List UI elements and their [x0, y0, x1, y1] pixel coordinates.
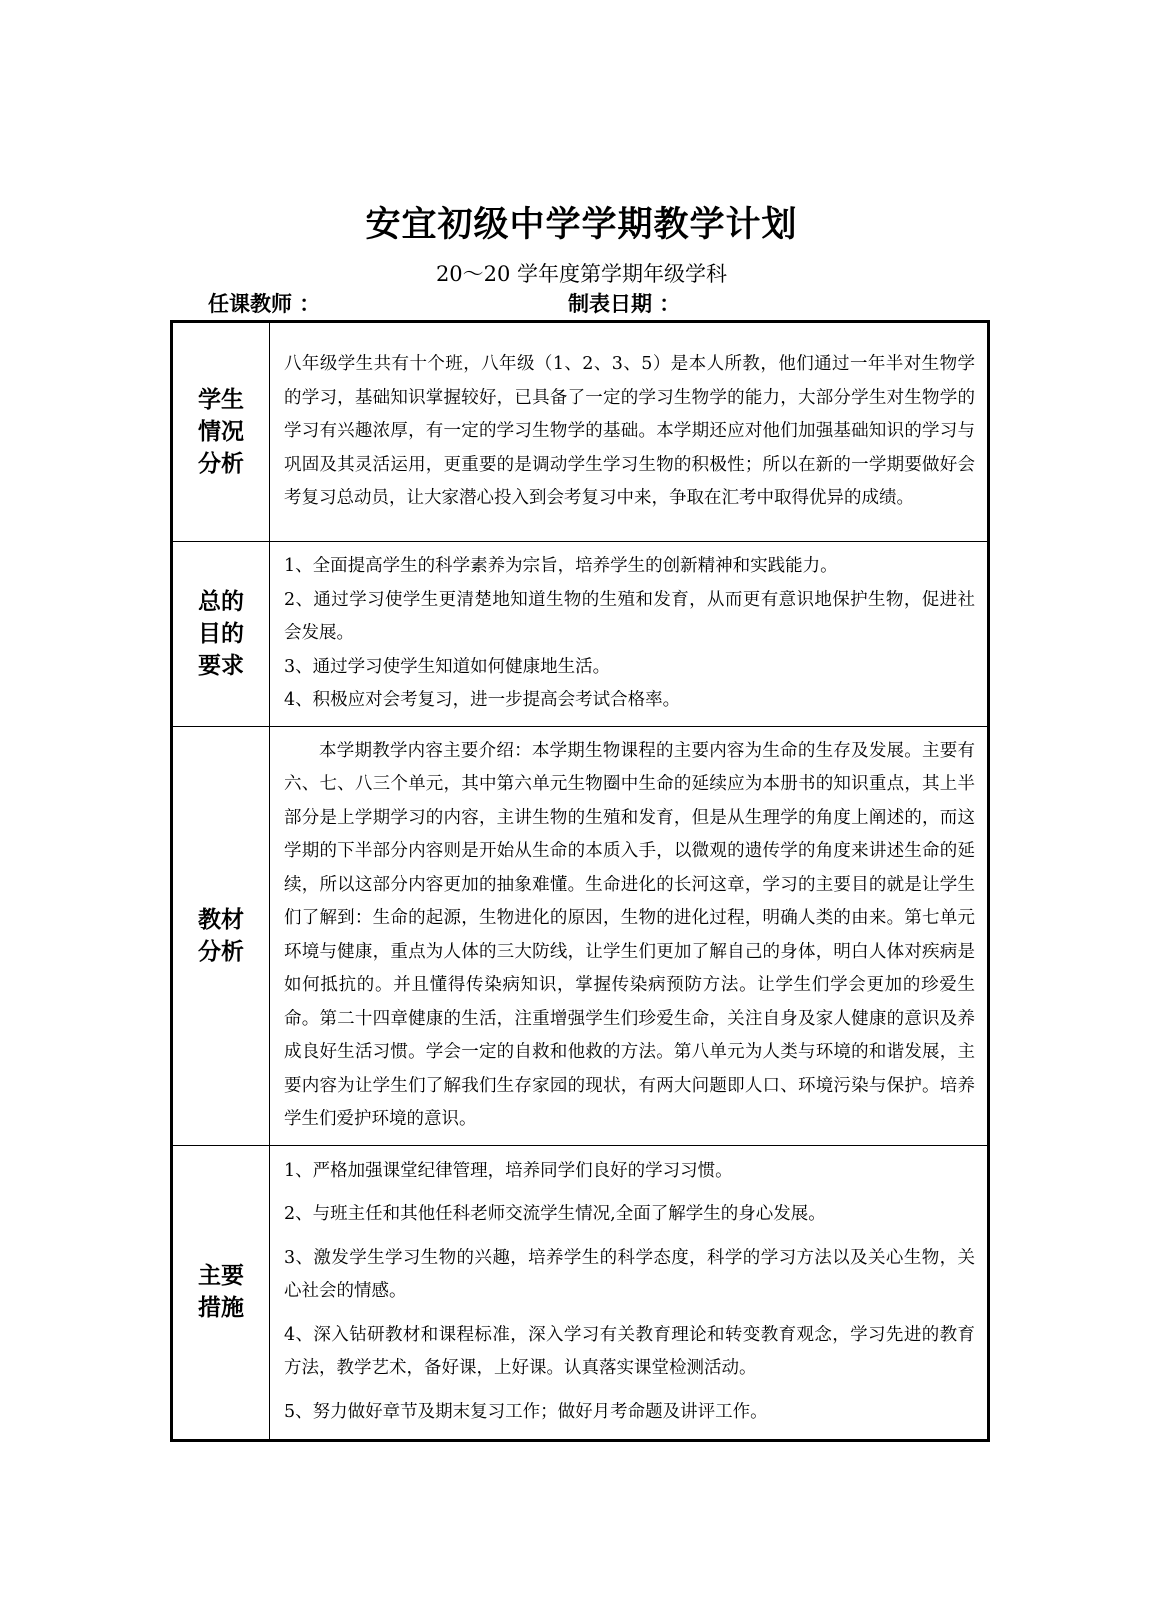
goal-item: 3、通过学习使学生知道如何健康地生活。 [284, 656, 611, 677]
row-student-analysis [172, 322, 989, 542]
label-measures: 主要 措施 [172, 1145, 270, 1440]
page-subtitle: 20～20 学年度第学期年级学科 [435, 262, 728, 286]
row-goals [172, 542, 989, 727]
row-textbook-analysis [172, 726, 989, 1145]
row-measures [172, 1145, 989, 1440]
measure-item: 4、深入钻研教材和课程标准，深入学习有关教育理论和转变教育观念，学习先进的教育方法，教学艺术，备好课，上好课。认真落实课堂检测活动。 [284, 1324, 975, 1379]
date-label: 制表日期 ： [568, 292, 681, 316]
measure-item: 3、激发学生学习生物的兴趣，培养学生的科学态度，科学的学习方法以及关心生物，关心社会的情感。 [284, 1247, 975, 1302]
measure-item: 2、与班主任和其他任科老师交流学生情况,全面了解学生的身心发展。 [284, 1204, 826, 1225]
content-textbook-analysis [270, 726, 989, 1145]
measure-item: 1、严格加强课堂纪律管理，培养同学们良好的学习习惯。 [284, 1160, 733, 1181]
content-student-analysis [270, 322, 989, 542]
textbook-analysis-text: 本学期教学内容主要介绍：本学期生物课程的主要内容为生命的生存及发展。主要有六、七、八三个单元，其中第六单元生物圈中生命的延续应为本册书的知识重点，其上半部分是上学期学习的内容，主讲生物的生殖和发育，但是从生理学的角度上阐述的，而这学期的下半部分内容则是开始从生命的本质入手，以微观的遗传学的角度来讲述生命的延续，所以这部分内容更加的抽象难懂。生命进化的长河这章，学习的主要目的就是让学生们了解到：生命的起源，生物进化的原因，生物的进化过程，明确人类的由来。第七单元环境与健康，重点为人体的三大防线，让学生们更加了解自己的身体，明白人体对疾病是如何抵抗的。并且懂得传染病知识，掌握传染病预防方法。让学生们学会更加的珍爱生命。第二十四章健康的生活，注重增强学生们珍爱生命，关注自身及家人健康的意识及养成良好生活习惯。学会一定的自救和他救的方法。第八单元为人类与环境的和谐发展，主要内容为让学生们了解我们生存家园的现状，有两大问题即人口、环境污染与保护。培养学生们爱护环境的意识。 [284, 740, 975, 1129]
goal-item: 2、通过学习使学生更清楚地知道生物的生殖和发育，从而更有意识地保护生物，促进社会发展。 [284, 589, 975, 643]
teacher-label: 任课教师 ： [208, 292, 321, 316]
label-goals: 总的 目的 要求 [172, 542, 270, 727]
goal-item: 4、积极应对会考复习，进一步提高会考试合格率。 [284, 690, 681, 710]
page-title: 安宜初级中学学期教学计划 [365, 205, 798, 245]
measure-item: 5、努力做好章节及期末复习工作；做好月考命题及讲评工作。 [284, 1401, 768, 1422]
student-analysis-text: 八年级学生共有十个班，八年级（1、2、3、5）是本人所教，他们通过一年半对生物学的学习，基础知识掌握较好，已具备了一定的学习生物学的能力，大部分学生对生物学的学习有兴趣浓厚，有一定的学习生物学的基础。本学期还应对他们加强基础知识的学习与巩固及其灵活运用，更重要的是调动学生学习生物的积极性；所以在新的一学期要做好会考复习总动员，让大家潜心投入到会考复习中来，争取在汇考中取得优异的成绩。 [284, 354, 975, 509]
label-student-analysis: 学生 情况 分析 [172, 322, 270, 542]
content-measures [270, 1145, 989, 1440]
teaching-plan-table [170, 320, 990, 1442]
goal-item: 1、全面提高学生的科学素养为宗旨，培养学生的创新精神和实践能力。 [284, 556, 838, 576]
content-goals [270, 542, 989, 727]
label-textbook-analysis: 教材 分析 [172, 726, 270, 1145]
